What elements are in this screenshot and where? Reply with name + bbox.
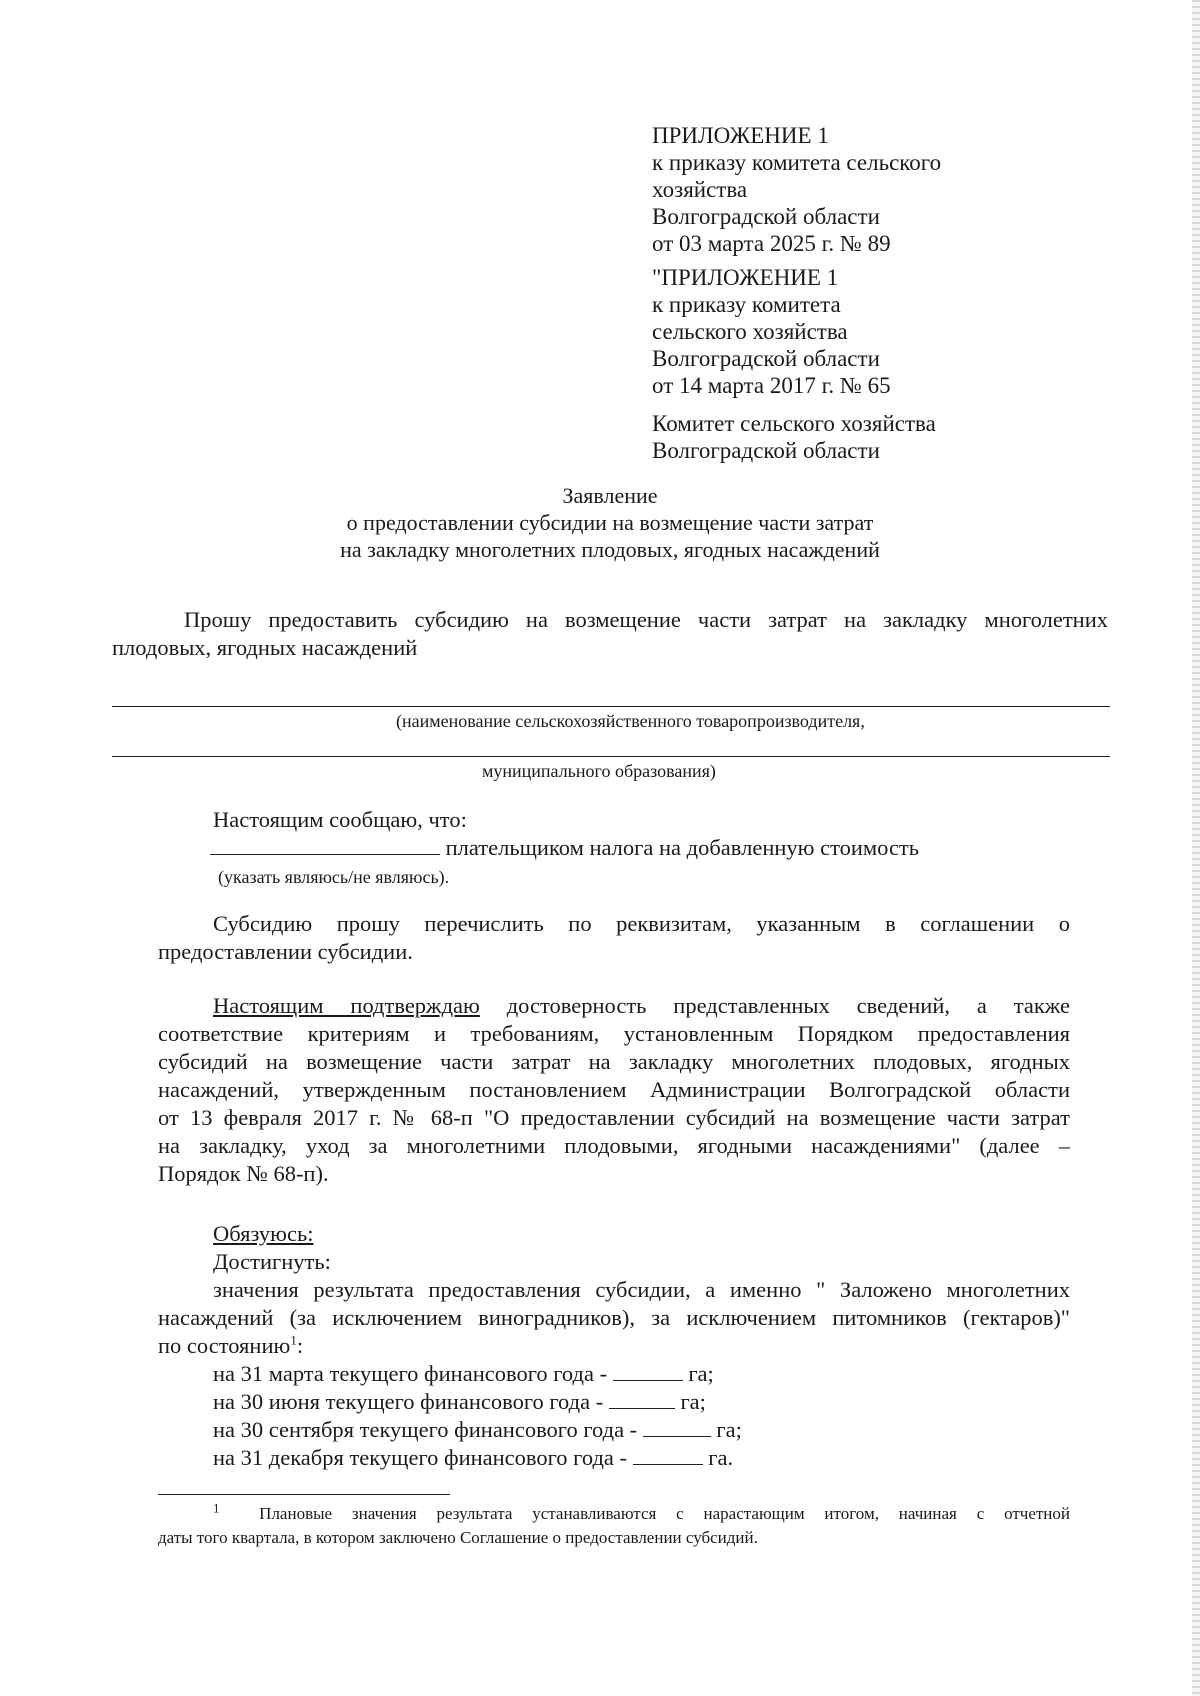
vat-hint: (указать являюсь/не являюсь). — [218, 867, 450, 887]
addressee-line: Комитет сельского хозяйства — [652, 411, 936, 436]
confirmation-line: субсидий на возмещение части затрат на закладку многолетних плодовых, ягодных — [158, 1049, 1070, 1074]
request-paragraph — [112, 606, 1108, 634]
confirmation-line: насаждений, утвержденным постановлением Администрации Волгоградской области — [158, 1077, 1070, 1102]
appendix-line: хозяйства — [652, 177, 748, 202]
deadline-row — [213, 1360, 742, 1472]
applicant-name-caption: (наименование сельскохозяйственного товаропроизводителя, — [396, 711, 865, 731]
confirmation-line: Порядок № 68-п). — [158, 1161, 329, 1186]
confirmation-emphasis: Настоящим подтверждаю — [213, 993, 480, 1018]
confirmation-line: на закладку, уход за многолетними плодовыми, ягодными насаждениями" (далее – — [158, 1133, 1070, 1158]
confirmation-paragraph — [158, 992, 1070, 1188]
appendix-line: Волгоградской области — [652, 204, 880, 229]
result-paragraph — [158, 1276, 1070, 1360]
appendix-header-1 — [652, 122, 941, 257]
footnote-number: 1 — [213, 1500, 220, 1516]
appendix-title: ПРИЛОЖЕНИЕ 1 — [652, 123, 829, 148]
appendix-line: к приказу комитета — [652, 292, 841, 317]
deadline-q1: на 31 марта текущего финансового года - га; — [213, 1361, 714, 1386]
result-line: по состоянию$^1$: — [158, 1332, 304, 1358]
hectares-blank[interactable] — [613, 1362, 683, 1381]
request-text-line1: Прошу предоставить субсидию на возмещение части затрат на закладку многолетних — [184, 607, 1108, 632]
application-title-block — [200, 482, 1020, 563]
hectares-blank[interactable] — [633, 1446, 703, 1465]
vat-statement-text: плательщиком налога на добавленную стоимость — [445, 835, 920, 860]
obligations-heading: Обязуюсь: — [213, 1221, 314, 1246]
appendix-header-2 — [652, 264, 891, 399]
municipality-line — [112, 756, 1110, 757]
achieve-label: Достигнуть: — [213, 1249, 331, 1274]
request-text-line2: плодовых, ягодных насаждений — [112, 635, 418, 660]
appendix-line: Волгоградской области — [652, 346, 880, 371]
result-line: значения результата предоставления субсидии, а именно " Заложено многолетних — [213, 1277, 1070, 1302]
appendix-line: сельского хозяйства — [652, 319, 848, 344]
application-title: Заявление — [562, 483, 658, 508]
addressee-block — [652, 410, 936, 464]
footnote — [158, 1502, 1070, 1550]
hectares-blank[interactable] — [643, 1418, 711, 1437]
vat-intro: Настоящим сообщаю, что: — [213, 807, 467, 832]
footnote-line2: даты того квартала, в котором заключено Соглашение о предоставлении субсидий. — [158, 1528, 758, 1547]
applicant-name-line — [112, 706, 1110, 707]
footnote-line1: $^1$ Плановые значения результата устанавливаются с нарастающим итогом, начиная с отчетной — [213, 1500, 1070, 1523]
confirmation-line1: Настоящим подтверждаю достоверность представленных сведений, а также — [213, 993, 1071, 1018]
result-line: насаждений (за исключением виноградников), за исключением питомников (гектаров)" — [158, 1305, 1070, 1330]
scan-edge-artifact — [1192, 0, 1200, 1696]
confirmation-line: от 13 февраля 2017 г. № 68-п "О предоставлении субсидий на возмещение части затрат — [158, 1105, 1070, 1130]
transfer-line1: Субсидию прошу перечислить по реквизитам, указанным в соглашении о — [213, 911, 1070, 936]
municipality-caption: муниципального образования) — [482, 761, 716, 781]
footnote-ref: 1 — [290, 1332, 297, 1348]
appendix-title: "ПРИЛОЖЕНИЕ 1 — [652, 265, 839, 290]
vat-statement — [210, 834, 919, 862]
footnote-separator — [158, 1494, 450, 1495]
deadline-q3: на 30 сентября текущего финансового года - га; — [213, 1417, 742, 1442]
confirmation-line: соответствие критериям и требованиям, установленным Порядком предоставления — [158, 1021, 1070, 1046]
vat-status-blank[interactable] — [210, 836, 440, 855]
appendix-line: к приказу комитета сельского — [652, 150, 942, 175]
appendix-line: от 14 марта 2017 г. № 65 — [652, 373, 891, 398]
deadline-q4: на 31 декабря текущего финансового года - га. — [213, 1445, 734, 1470]
transfer-line2: предоставлении субсидии. — [158, 939, 413, 964]
hectares-blank[interactable] — [609, 1390, 675, 1409]
application-subtitle: на закладку многолетних плодовых, ягодных насаждений — [340, 537, 880, 562]
application-subtitle: о предоставлении субсидии на возмещение части затрат — [346, 510, 874, 535]
appendix-line: от 03 марта 2025 г. № 89 — [652, 231, 891, 256]
addressee-line: Волгоградской области — [652, 438, 880, 463]
deadline-q2: на 30 июня текущего финансового года - га; — [213, 1389, 706, 1414]
